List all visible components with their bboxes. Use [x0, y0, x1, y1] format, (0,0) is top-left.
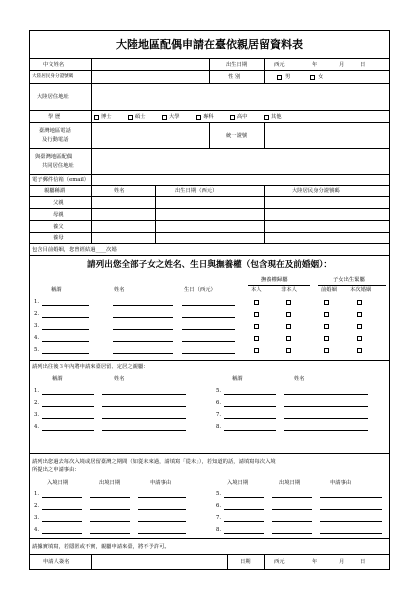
sign-date-label: 日期 — [240, 558, 251, 565]
entry-col-reason: 申請事由 — [150, 480, 172, 486]
entry-num: 1. — [34, 491, 40, 497]
sign-date-month: 月 — [339, 558, 345, 565]
child-relation-field[interactable] — [42, 305, 89, 306]
child-custody-self-checkbox[interactable] — [254, 348, 259, 353]
origin-header: 子女出生緊屬 — [333, 277, 365, 283]
entry-in-field[interactable] — [224, 521, 264, 522]
spouse-address-label-2: 共同居住地址 — [42, 163, 74, 169]
edu-option-label: 博士 — [101, 113, 112, 120]
child-birth-field[interactable] — [182, 305, 235, 306]
child-name-field[interactable] — [113, 353, 173, 354]
education-row — [30, 111, 389, 123]
future-relative-name-field[interactable] — [102, 430, 186, 431]
entry-num: 2. — [34, 503, 40, 509]
edu-option-label: 其他 — [271, 113, 282, 120]
entry-in-field[interactable] — [224, 533, 264, 534]
entry-out-field[interactable] — [90, 533, 130, 534]
dob-era: 西元 — [274, 61, 285, 68]
edu-phd-checkbox[interactable] — [94, 115, 99, 120]
child-custody-nonself-checkbox[interactable] — [286, 300, 291, 305]
relatives-col-dob: 出生日期（西元） — [175, 188, 218, 194]
future-relative-relation-field[interactable] — [42, 430, 94, 431]
child-custody-nonself-checkbox[interactable] — [286, 324, 291, 329]
entry-num: 3. — [34, 515, 40, 521]
chinese-name-label: 中文姓名 — [43, 61, 65, 68]
children-col-self: 本人 — [251, 287, 262, 293]
children-col-nonself: 非本人 — [281, 287, 297, 293]
education-label: 學 歷 — [48, 113, 61, 120]
future-relative-num: 3. — [34, 412, 40, 418]
sign-date-year: 年 — [312, 558, 318, 565]
entry-reason-field[interactable] — [320, 509, 382, 510]
form-title: 大陸地區配偶申請在臺依親居留資料表 — [116, 38, 303, 51]
child-birth-field[interactable] — [182, 353, 235, 354]
gender-label: 性 別 — [228, 74, 241, 80]
sign-date-era: 西元 — [274, 558, 285, 565]
child-custody-self-checkbox[interactable] — [254, 312, 259, 317]
child-relation-field[interactable] — [42, 317, 89, 318]
future-relative-num: 7. — [216, 412, 222, 418]
entry-in-field[interactable] — [224, 497, 264, 498]
entry-num: 7. — [216, 515, 222, 521]
dob-label: 出生日期 — [226, 61, 248, 68]
child-curr-marriage-checkbox[interactable] — [357, 324, 362, 329]
email-row — [30, 175, 389, 186]
male-label: 男 — [285, 74, 291, 80]
tw-phone-label-2: 及行動電話 — [42, 137, 69, 143]
entry-reason-field[interactable] — [138, 533, 186, 534]
entry-num: 8. — [216, 527, 222, 533]
entry-num: 5. — [216, 491, 222, 497]
future-relative-relation-field[interactable] — [42, 394, 94, 395]
sign-date-day: 日 — [360, 558, 366, 565]
future-relative-name-field[interactable] — [284, 418, 368, 419]
spouse-address-row — [30, 149, 389, 175]
relatives-row-adoptive-mother — [30, 233, 389, 244]
child-birth-field[interactable] — [182, 317, 235, 318]
child-num: 4. — [34, 335, 40, 341]
relative-label: 養父 — [53, 223, 64, 230]
child-curr-marriage-checkbox[interactable] — [357, 348, 362, 353]
edu-university-checkbox[interactable] — [162, 115, 167, 120]
relative-label: 父親 — [53, 199, 64, 206]
child-num: 1. — [34, 299, 40, 305]
entry-reason-field[interactable] — [138, 497, 186, 498]
future-relative-name-field[interactable] — [102, 394, 186, 395]
child-name-field[interactable] — [113, 317, 173, 318]
relatives-col-name: 姓名 — [114, 188, 125, 194]
entry-col-out: 出境日期 — [99, 480, 121, 486]
entry-in-field[interactable] — [42, 533, 82, 534]
child-custody-self-checkbox[interactable] — [254, 324, 259, 329]
entry-reason-field[interactable] — [320, 497, 382, 498]
declaration-text: 請據實填寫，若隱匿或不實，親屬申請來臺，將不予許可。 — [32, 543, 170, 550]
child-curr-marriage-checkbox[interactable] — [357, 336, 362, 341]
future-relative-name-field[interactable] — [284, 430, 368, 431]
child-birth-field[interactable] — [182, 329, 235, 330]
child-custody-self-checkbox[interactable] — [254, 300, 259, 305]
future-relative-name-field[interactable] — [284, 394, 368, 395]
child-name-field[interactable] — [113, 329, 173, 330]
female-checkbox[interactable] — [310, 75, 315, 80]
entry-note-2: 所提出之申請事由： — [32, 467, 80, 473]
future-relative-num: 1. — [34, 388, 40, 394]
child-prev-marriage-checkbox[interactable] — [324, 300, 329, 305]
future-relative-num: 5. — [216, 388, 222, 394]
id-gender-row — [30, 71, 389, 84]
children-col-curr: 本次婚姻 — [350, 287, 372, 293]
future-relative-relation-field[interactable] — [224, 430, 276, 431]
entry-col-out: 出境日期 — [279, 480, 301, 486]
entry-out-field[interactable] — [90, 521, 130, 522]
signature-row — [30, 555, 389, 569]
children-col-prev: 前婚姻 — [321, 287, 337, 293]
child-prev-marriage-checkbox[interactable] — [324, 348, 329, 353]
children-col-relation: 稱謂 — [51, 287, 62, 293]
entry-history-section — [30, 454, 389, 539]
relatives-row-mother — [30, 209, 389, 221]
entry-col-reason: 申請事由 — [330, 480, 352, 486]
future-relative-relation-field[interactable] — [42, 406, 94, 407]
child-num: 3. — [34, 323, 40, 329]
child-relation-field[interactable] — [42, 341, 89, 342]
dob-month: 月 — [339, 61, 345, 68]
relatives-row-father — [30, 197, 389, 209]
relative-label: 養母 — [53, 235, 64, 241]
ubn-label: 統一證號 — [226, 133, 248, 139]
edu-highschool-checkbox[interactable] — [230, 115, 235, 120]
future-relative-num: 8. — [216, 424, 222, 430]
spouse-address-label-1: 與臺灣地區配偶 — [35, 154, 73, 160]
edu-college-checkbox[interactable] — [196, 115, 201, 120]
edu-option-label: 碩士 — [135, 113, 146, 120]
entry-num: 4. — [34, 527, 40, 533]
child-relation-field[interactable] — [42, 329, 89, 330]
child-num: 5. — [34, 347, 40, 353]
child-name-field[interactable] — [113, 341, 173, 342]
entry-out-field[interactable] — [90, 497, 130, 498]
male-checkbox[interactable] — [277, 75, 282, 80]
application-form — [29, 30, 390, 570]
future-relative-name-field[interactable] — [102, 418, 186, 419]
entry-reason-field[interactable] — [138, 521, 186, 522]
future-relatives-note: 請列出往後３年內將申請來臺居留、定居之親屬： — [32, 364, 149, 370]
child-curr-marriage-checkbox[interactable] — [357, 300, 362, 305]
edu-option-label: 專科 — [203, 113, 214, 120]
mainland-address-label: 大陸居住地址 — [37, 94, 69, 100]
entry-in-field[interactable] — [42, 521, 82, 522]
entry-in-field[interactable] — [42, 497, 82, 498]
edu-master-checkbox[interactable] — [128, 115, 133, 120]
child-prev-marriage-checkbox[interactable] — [324, 312, 329, 317]
future-relatives-col-relation: 稱謂 — [52, 376, 63, 382]
entry-reason-field[interactable] — [138, 509, 186, 510]
edu-option-label: 高中 — [237, 113, 248, 120]
entry-reason-field[interactable] — [320, 521, 382, 522]
children-section — [30, 256, 389, 361]
mainland-id-label: 大陸居民身分證號碼 — [32, 74, 74, 79]
future-relative-relation-field[interactable] — [42, 418, 94, 419]
entry-in-field[interactable] — [224, 509, 264, 510]
future-relative-relation-field[interactable] — [224, 418, 276, 419]
future-relative-num: 2. — [34, 400, 40, 406]
entry-note-1: 請列出您過去每次入境或居留臺灣之期間（如從未來過，請填寫「從未」），若知道的話，請填寫每次入境 — [32, 459, 276, 465]
tw-phone-label-1: 臺灣地區電話 — [39, 128, 71, 134]
future-relatives-section — [30, 361, 389, 454]
relatives-header-row — [30, 186, 389, 197]
relative-label: 母親 — [53, 211, 64, 218]
email-label: 電子郵件信箱（email） — [32, 177, 90, 183]
future-relatives-col-name: 姓名 — [114, 376, 125, 382]
custody-header: 撫養權歸屬 — [261, 277, 288, 283]
relatives-col-relation: 親屬稱謂 — [44, 188, 66, 194]
dob-year: 年 — [312, 61, 318, 68]
entry-reason-field[interactable] — [320, 533, 382, 534]
declaration-row — [30, 539, 389, 555]
future-relative-name-field[interactable] — [102, 406, 186, 407]
entry-num: 6. — [216, 503, 222, 509]
phone-row — [30, 123, 389, 149]
child-curr-marriage-checkbox[interactable] — [357, 312, 362, 317]
edu-other-checkbox[interactable] — [264, 115, 269, 120]
child-prev-marriage-checkbox[interactable] — [324, 324, 329, 329]
child-custody-nonself-checkbox[interactable] — [286, 312, 291, 317]
children-col-name: 姓名 — [114, 287, 125, 293]
female-label: 女 — [318, 74, 324, 80]
relatives-col-id: 大陸居民身分證號碼 — [292, 188, 340, 194]
children-heading: 請列出您全部子女之姓名、生日與撫養權（包含現在及前婚姻）： — [87, 260, 332, 270]
entry-out-field[interactable] — [272, 509, 312, 510]
future-relative-name-field[interactable] — [284, 406, 368, 407]
edu-option-label: 大學 — [169, 113, 180, 120]
future-relative-relation-field[interactable] — [224, 394, 276, 395]
future-relative-relation-field[interactable] — [224, 406, 276, 407]
child-custody-nonself-checkbox[interactable] — [286, 348, 291, 353]
title-row — [30, 31, 389, 59]
child-birth-field[interactable] — [182, 341, 235, 342]
entry-col-in: 入境日期 — [47, 480, 69, 486]
entry-out-field[interactable] — [272, 521, 312, 522]
future-relative-num: 4. — [34, 424, 40, 430]
entry-col-in: 入境日期 — [227, 480, 249, 486]
marriage-note: 包含目前婚姻，您曾經結過____次婚 — [32, 246, 117, 253]
child-num: 2. — [34, 311, 40, 317]
future-relatives-col-name: 姓名 — [294, 376, 305, 382]
relatives-row-adoptive-father — [30, 221, 389, 233]
children-col-birth: 生日（西元） — [184, 287, 216, 293]
dob-day: 日 — [360, 61, 366, 68]
entry-out-field[interactable] — [272, 497, 312, 498]
future-relatives-col-relation: 稱謂 — [232, 376, 243, 382]
marriage-row — [30, 244, 389, 256]
entry-out-field[interactable] — [90, 509, 130, 510]
mainland-address-row — [30, 84, 389, 111]
child-prev-marriage-checkbox[interactable] — [324, 336, 329, 341]
child-custody-self-checkbox[interactable] — [254, 336, 259, 341]
entry-out-field[interactable] — [272, 533, 312, 534]
child-relation-field[interactable] — [42, 353, 89, 354]
child-name-field[interactable] — [113, 305, 173, 306]
child-custody-nonself-checkbox[interactable] — [286, 336, 291, 341]
sign-label: 申請人簽名 — [43, 558, 70, 565]
entry-in-field[interactable] — [42, 509, 82, 510]
future-relative-num: 6. — [216, 400, 222, 406]
name-row — [30, 59, 389, 71]
